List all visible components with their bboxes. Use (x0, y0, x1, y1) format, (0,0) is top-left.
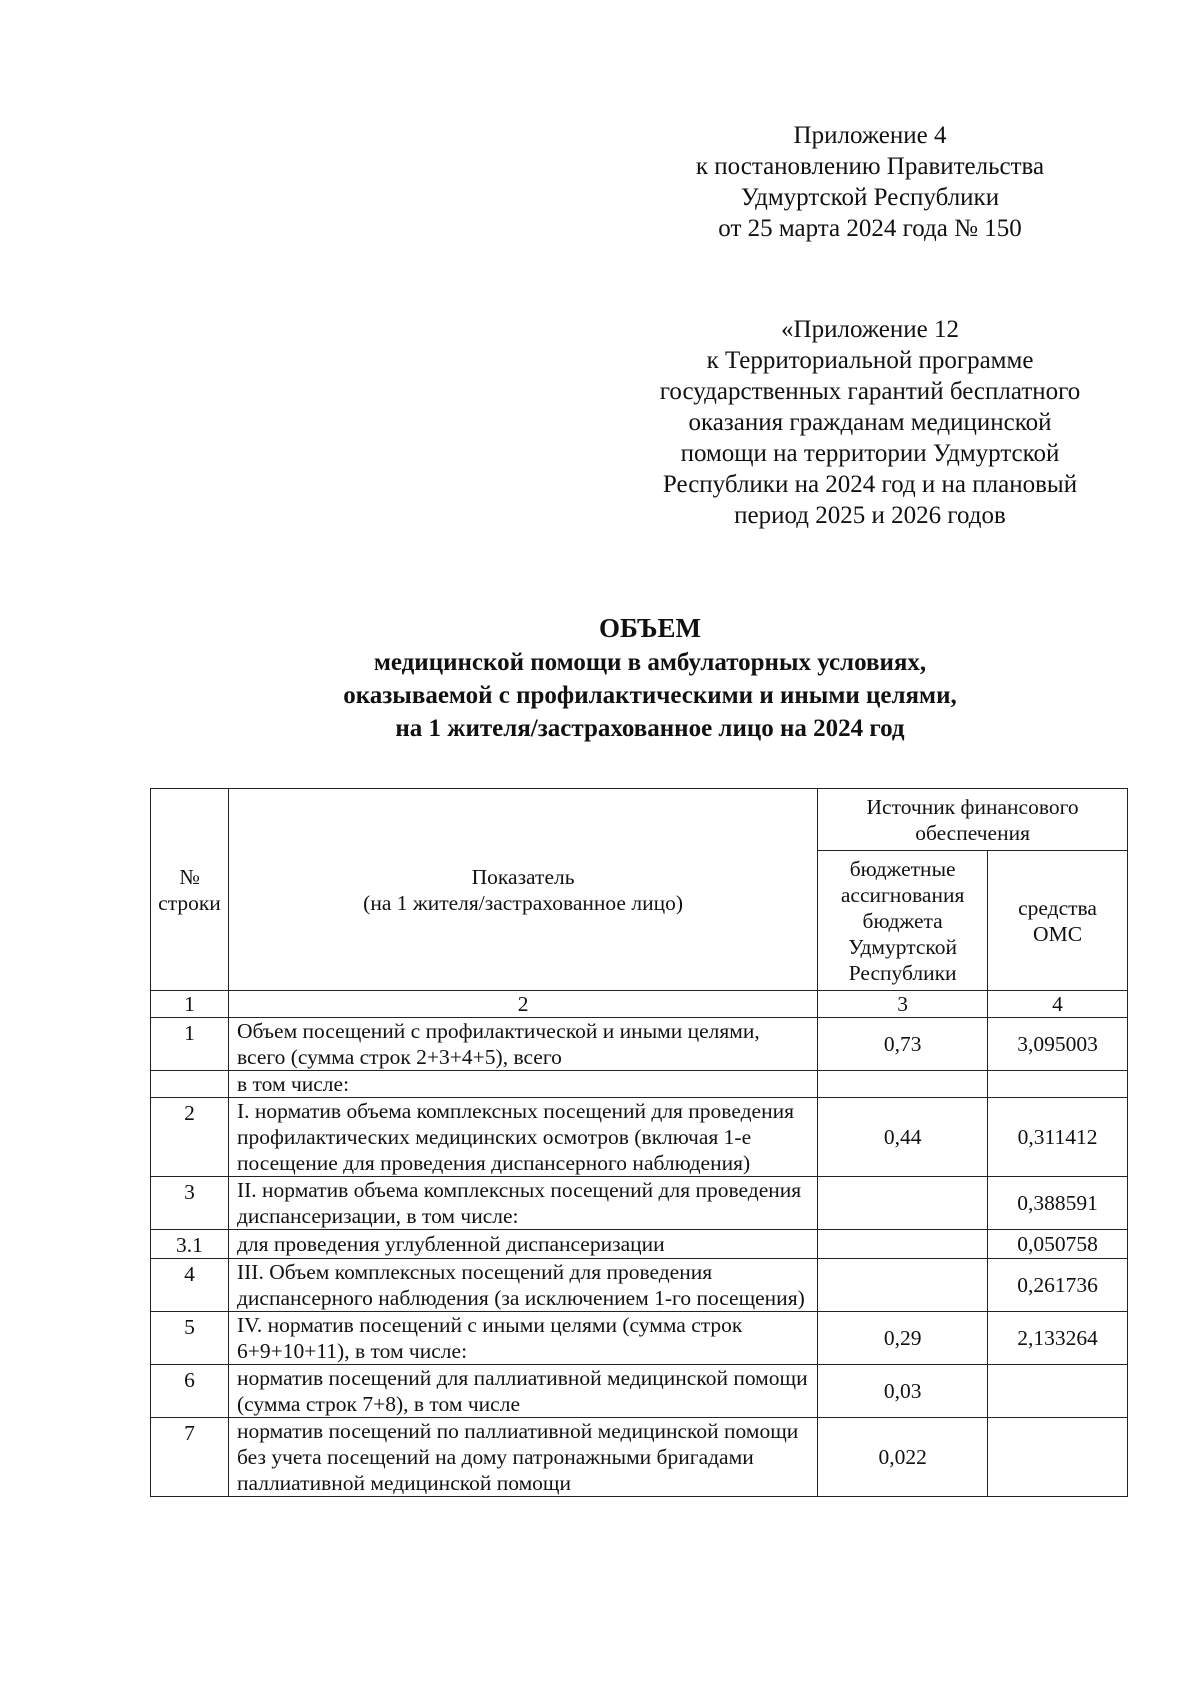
header-funding-source: Источник финансового обеспечения (818, 789, 1128, 851)
row-number: 3 (151, 1177, 229, 1230)
table-row (151, 1018, 1128, 1071)
header-row-number: № строки (151, 789, 229, 991)
table-row (151, 1098, 1128, 1177)
row-number: 2 (151, 1098, 229, 1177)
row-oms-value: 0,261736 (988, 1259, 1128, 1312)
row-budget-value: 0,44 (818, 1098, 988, 1177)
table-row (151, 1071, 1128, 1098)
table-row (151, 1230, 1128, 1259)
title-main: ОБЪЕМ (599, 613, 701, 643)
row-budget-value: 0,022 (818, 1418, 988, 1497)
row-budget-value (818, 1071, 988, 1098)
row-budget-value: 0,73 (818, 1018, 988, 1071)
row-indicator: норматив посещений для паллиативной медицинской помощи (сумма строк 7+8), в том числе (228, 1365, 817, 1418)
row-indicator: в том числе: (228, 1071, 817, 1098)
program-annex-reference (615, 314, 1125, 531)
title-line: на 1 жителя/застрахованное лицо на 2024 год (395, 715, 905, 742)
annex-line: к постановлению Правительства (695, 153, 1045, 180)
column-number-row (151, 991, 1128, 1018)
table-row (151, 1259, 1128, 1312)
row-indicator: Объем посещений с профилактической и иными целями, всего (сумма строк 2+3+4+5), всего (228, 1018, 817, 1071)
column-number: 2 (228, 991, 817, 1018)
annex-line: Приложение 4 (793, 122, 947, 149)
row-indicator: IV. норматив посещений с иными целями (сумма строк 6+9+10+11), в том числе: (228, 1312, 817, 1365)
table-row (151, 1365, 1128, 1418)
document-title (200, 610, 1100, 745)
annex2-line: к Территориальной программе (706, 347, 1034, 374)
annex2-line: помощи на территории Удмуртской (680, 440, 1060, 467)
row-indicator: норматив посещений по паллиативной медицинской помощи без учета посещений на дому патронажными бригадами паллиативной медицинской помощи (228, 1418, 817, 1497)
annex2-line: государственных гарантий бесплатного (659, 378, 1081, 405)
row-number: 7 (151, 1418, 229, 1497)
table-row (151, 1418, 1128, 1497)
row-number: 6 (151, 1365, 229, 1418)
header-oms: средства ОМС (988, 851, 1128, 991)
annex2-line: период 2025 и 2026 годов (734, 502, 1006, 529)
column-number: 4 (988, 991, 1128, 1018)
column-number: 3 (818, 991, 988, 1018)
row-indicator: III. Объем комплексных посещений для проведения диспансерного наблюдения (за исключением 1-го посещения) (228, 1259, 817, 1312)
annex-line: от 25 марта 2024 года № 150 (718, 215, 1022, 242)
row-indicator: для проведения углубленной диспансеризации (228, 1230, 817, 1259)
volume-table (150, 788, 1128, 1497)
row-oms-value: 0,311412 (988, 1098, 1128, 1177)
row-number: 3.1 (151, 1230, 229, 1259)
row-oms-value: 0,050758 (988, 1230, 1128, 1259)
annex2-line: оказания гражданам медицинской (688, 409, 1052, 436)
header-budget: бюджетные ассигнования бюджета Удмуртской Республики (818, 851, 988, 991)
title-line: медицинской помощи в амбулаторных условиях, (373, 649, 927, 676)
annex-reference (640, 120, 1100, 244)
row-budget-value (818, 1259, 988, 1312)
annex2-line: Республики на 2024 год и на плановый (662, 471, 1078, 498)
header-indicator-title: Показатель (471, 864, 575, 889)
annex2-line: «Приложение 12 (781, 316, 959, 343)
header-row (151, 789, 1128, 851)
row-oms-value: 3,095003 (988, 1018, 1128, 1071)
row-number (151, 1071, 229, 1098)
row-oms-value (988, 1418, 1128, 1497)
table-row (151, 1177, 1128, 1230)
header-indicator-subtitle: (на 1 жителя/застрахованное лицо) (363, 890, 683, 915)
header-indicator (228, 789, 817, 991)
row-budget-value: 0,03 (818, 1365, 988, 1418)
row-indicator: I. норматив объема комплексных посещений для проведения профилактических медицинских осмотров (включая 1-е посещение для проведения диспансерного наблюдения) (228, 1098, 817, 1177)
row-oms-value (988, 1365, 1128, 1418)
row-budget-value: 0,29 (818, 1312, 988, 1365)
table-row (151, 1312, 1128, 1365)
row-budget-value (818, 1177, 988, 1230)
row-oms-value: 0,388591 (988, 1177, 1128, 1230)
row-number: 4 (151, 1259, 229, 1312)
row-oms-value: 2,133264 (988, 1312, 1128, 1365)
row-budget-value (818, 1230, 988, 1259)
title-line: оказываемой с профилактическими и иными целями, (343, 682, 957, 709)
row-indicator: II. норматив объема комплексных посещений для проведения диспансеризации, в том числе: (228, 1177, 817, 1230)
row-oms-value (988, 1071, 1128, 1098)
row-number: 5 (151, 1312, 229, 1365)
column-number: 1 (151, 991, 229, 1018)
row-number: 1 (151, 1018, 229, 1071)
annex-line: Удмуртской Республики (740, 184, 1000, 211)
